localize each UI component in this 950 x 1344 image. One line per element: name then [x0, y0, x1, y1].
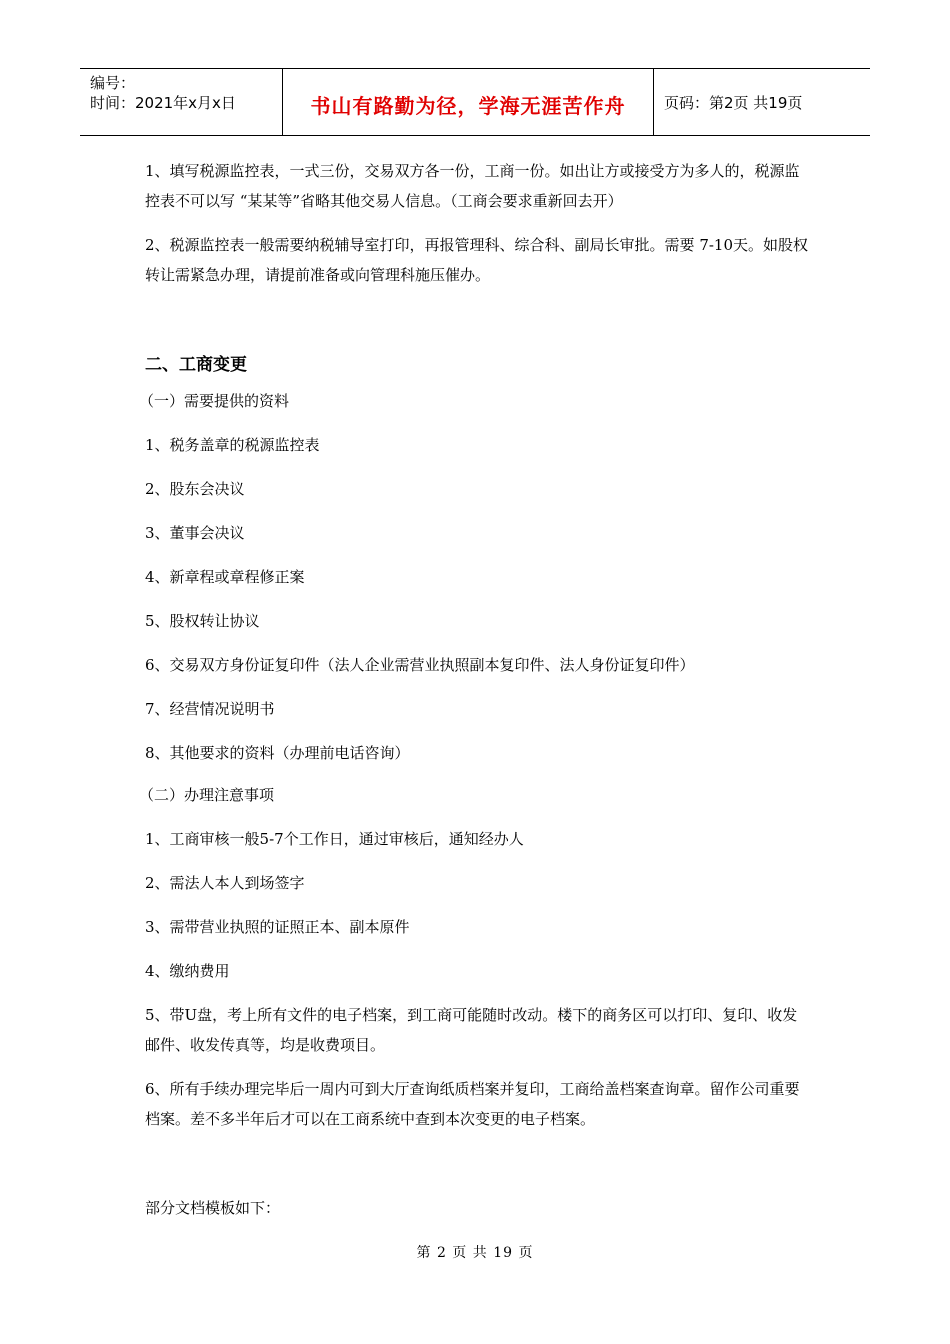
list-item: 2、股东会决议 — [145, 480, 245, 498]
document-body — [139, 156, 810, 1134]
list-item: 7、经营情况说明书 — [145, 700, 275, 718]
intro-item: 2、税源监控表一般需要纳税辅导室打印，再报管理科、综合科、副局长审批。需要 7-10天。如股权转让需紧急办理，请提前准备或向管理科施压催办。 — [145, 236, 809, 284]
header-motto: 书山有路勤为径，学海无涯苦作舟 — [310, 93, 626, 118]
notes-heading: （二）办理注意事项 — [139, 786, 275, 804]
date-label: 时间：2021年x月x日 — [90, 94, 236, 112]
list-item: 3、董事会决议 — [145, 524, 245, 542]
list-item: 1、工商审核一般5-7个工作日，通过审核后，通知经办人 — [145, 830, 524, 848]
header-motto-cell — [282, 69, 654, 135]
document-header — [80, 68, 870, 136]
list-item: 3、需带营业执照的证照正本、副本原件 — [145, 918, 410, 936]
list-item: 5、带U盘，考上所有文件的电子档案，到工商可能随时改动。楼下的商务区可以打印、复印、收发邮件、收发传真等，均是收费项目。 — [145, 1006, 798, 1054]
section-title: 二、工商变更 — [145, 355, 247, 375]
materials-heading: （一）需要提供的资料 — [139, 392, 290, 410]
list-item: 1、税务盖章的税源监控表 — [145, 436, 320, 454]
intro-item: 1、填写税源监控表，一式三份，交易双方各一份，工商一份。如出让方或接受方为多人的，税源监控表不可以写 “某某等”省略其他交易人信息。（工商会要求重新回去开） — [145, 162, 800, 210]
header-meta — [80, 69, 282, 135]
number-label: 编号： — [90, 74, 136, 92]
header-page-info: 页码：第2页 共19页 — [664, 93, 803, 112]
list-item: 6、所有手续办理完毕后一周内可到大厅查询纸质档案并复印，工商给盖档案查询章。留作公司重要档案。差不多半年后才可以在工商系统中查到本次变更的电子档案。 — [145, 1080, 800, 1128]
page-number: 第 2 页 共 19 页 — [416, 1245, 534, 1261]
list-item: 2、需法人本人到场签字 — [145, 874, 305, 892]
templates-note: 部分文档模板如下： — [145, 1199, 281, 1217]
list-item: 8、其他要求的资料（办理前电话咨询） — [145, 744, 410, 762]
list-item: 4、缴纳费用 — [145, 962, 230, 980]
list-item: 5、股权转让协议 — [145, 612, 260, 630]
list-item: 4、新章程或章程修正案 — [145, 568, 305, 586]
list-item: 6、交易双方身份证复印件（法人企业需营业执照副本复印件、法人身份证复印件） — [145, 656, 695, 674]
